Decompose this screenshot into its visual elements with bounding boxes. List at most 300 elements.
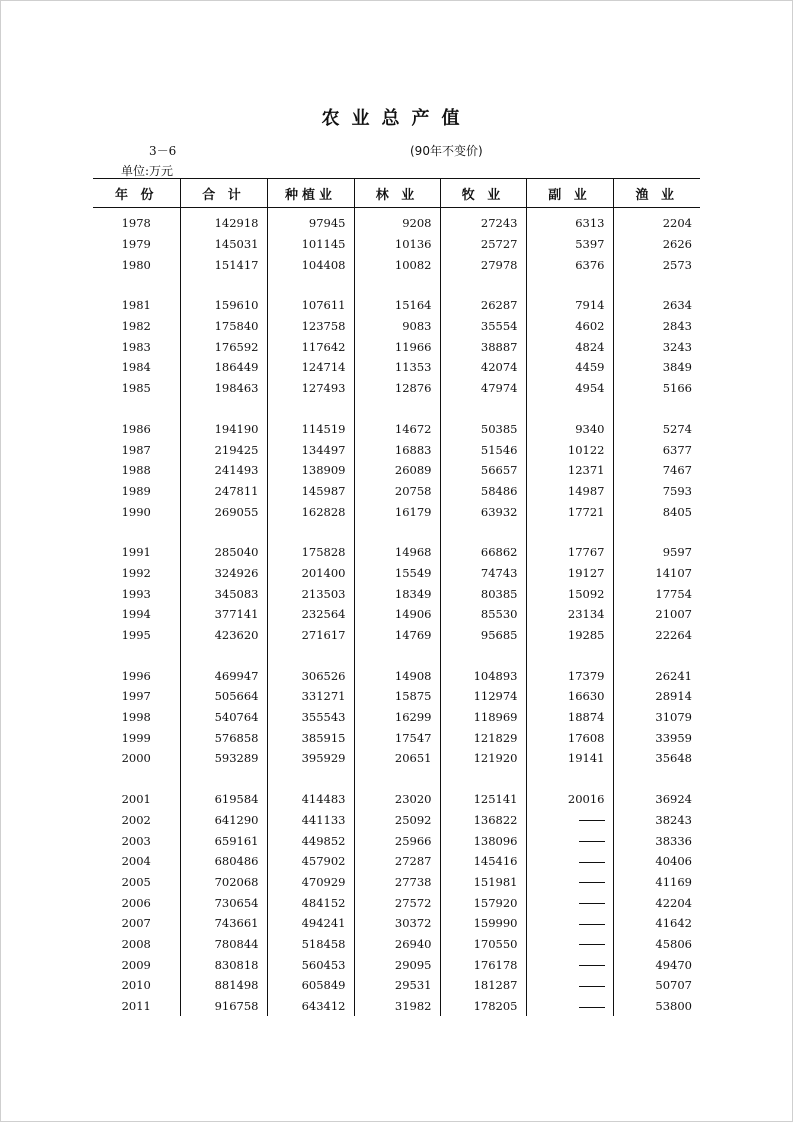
- cell-forestry: 25966: [354, 830, 440, 851]
- cell-year: 1996: [121, 668, 151, 683]
- cell-total: 619584: [180, 789, 267, 810]
- spacer-cell: [93, 645, 180, 665]
- spacer-cell: [613, 645, 700, 665]
- cell-crop-farming: 134497: [267, 439, 354, 460]
- unit-label: 单位:万元: [121, 164, 174, 178]
- cell-sideline: [526, 996, 613, 1017]
- spacer-cell: [354, 275, 440, 295]
- cell-total: 505664: [180, 686, 267, 707]
- cell-fishery: 17754: [613, 583, 700, 604]
- table-row: [93, 357, 700, 378]
- table-row: [93, 892, 700, 913]
- cell-forestry: 26940: [354, 934, 440, 955]
- spacer-cell: [354, 522, 440, 542]
- cell-forestry: 15549: [354, 563, 440, 584]
- cell-animal-husbandry: 95685: [440, 625, 526, 646]
- cell-sideline: 19127: [526, 563, 613, 584]
- cell-animal-husbandry: 27978: [440, 254, 526, 275]
- cell-crop-farming: 560453: [267, 954, 354, 975]
- table-row: [93, 707, 700, 728]
- spacer-cell: [93, 769, 180, 789]
- cell-year: 1991: [121, 545, 151, 560]
- cell-crop-farming: 441133: [267, 810, 354, 831]
- cell-total: 576858: [180, 727, 267, 748]
- table-header-row: [93, 179, 700, 208]
- cell-fishery: 22264: [613, 625, 700, 646]
- cell-crop-farming: 138909: [267, 460, 354, 481]
- cell-sideline: 23134: [526, 604, 613, 625]
- cell-sideline: [526, 975, 613, 996]
- cell-year: 1988: [121, 463, 151, 478]
- cell-total: 194190: [180, 419, 267, 440]
- cell-year: 1986: [121, 421, 151, 436]
- cell-sideline: [526, 851, 613, 872]
- cell-crop-farming: 107611: [267, 295, 354, 316]
- cell-sideline: 18874: [526, 707, 613, 728]
- cell-forestry: 29531: [354, 975, 440, 996]
- cell-crop-farming: 414483: [267, 789, 354, 810]
- cell-sideline: 4824: [526, 336, 613, 357]
- cell-forestry: 11966: [354, 336, 440, 357]
- cell-fishery: 5166: [613, 378, 700, 399]
- cell-animal-husbandry: 121920: [440, 748, 526, 769]
- spacer-cell: [613, 522, 700, 542]
- cell-year: 2008: [121, 936, 151, 951]
- cell-crop-farming: 175828: [267, 542, 354, 563]
- table-row: [93, 954, 700, 975]
- cell-year: 2003: [121, 833, 151, 848]
- cell-crop-farming: 385915: [267, 727, 354, 748]
- table-row: [93, 748, 700, 769]
- cell-year: 1982: [121, 319, 151, 334]
- dash-mark: [579, 841, 605, 842]
- spacer-cell: [267, 769, 354, 789]
- spacer-cell: [613, 769, 700, 789]
- cell-year: 2010: [121, 978, 151, 993]
- cell-total: 743661: [180, 913, 267, 934]
- cell-sideline: 20016: [526, 789, 613, 810]
- cell-total: 680486: [180, 851, 267, 872]
- cell-forestry: 14968: [354, 542, 440, 563]
- cell-animal-husbandry: 159990: [440, 913, 526, 934]
- cell-animal-husbandry: 35554: [440, 316, 526, 337]
- cell-total: 730654: [180, 892, 267, 913]
- cell-forestry: 20651: [354, 748, 440, 769]
- cell-sideline: 19141: [526, 748, 613, 769]
- cell-year: 1992: [121, 565, 151, 580]
- cell-year: 1998: [121, 710, 151, 725]
- cell-fishery: 28914: [613, 686, 700, 707]
- cell-sideline: 4954: [526, 378, 613, 399]
- table-row: [93, 234, 700, 255]
- table-row: [93, 789, 700, 810]
- cell-year: 1987: [121, 442, 151, 457]
- cell-forestry: 27572: [354, 892, 440, 913]
- cell-crop-farming: 470929: [267, 872, 354, 893]
- cell-year: 1994: [121, 607, 151, 622]
- table-row: [93, 686, 700, 707]
- cell-crop-farming: 605849: [267, 975, 354, 996]
- cell-fishery: 7467: [613, 460, 700, 481]
- cell-fishery: 41642: [613, 913, 700, 934]
- table-row: [93, 481, 700, 502]
- cell-crop-farming: 104408: [267, 254, 354, 275]
- cell-fishery: 2204: [613, 213, 700, 234]
- cell-crop-farming: 123758: [267, 316, 354, 337]
- cell-total: 780844: [180, 934, 267, 955]
- cell-year: 1997: [121, 689, 151, 704]
- cell-total: 830818: [180, 954, 267, 975]
- dash-mark: [579, 882, 605, 883]
- cell-crop-farming: 127493: [267, 378, 354, 399]
- cell-year: 1979: [121, 237, 151, 252]
- cell-fishery: 7593: [613, 481, 700, 502]
- cell-fishery: 40406: [613, 851, 700, 872]
- cell-crop-farming: 331271: [267, 686, 354, 707]
- cell-crop-farming: 117642: [267, 336, 354, 357]
- cell-sideline: 17379: [526, 665, 613, 686]
- cell-sideline: [526, 810, 613, 831]
- cell-year: 1993: [121, 586, 151, 601]
- dash-mark: [579, 903, 605, 904]
- table-row: [93, 213, 700, 234]
- cell-total: 881498: [180, 975, 267, 996]
- spacer-cell: [354, 645, 440, 665]
- price-basis-note: (90年不变价): [410, 144, 483, 158]
- cell-forestry: 29095: [354, 954, 440, 975]
- cell-animal-husbandry: 170550: [440, 934, 526, 955]
- spacer-cell: [180, 645, 267, 665]
- cell-total: 469947: [180, 665, 267, 686]
- cell-sideline: 17721: [526, 501, 613, 522]
- spacer-cell: [180, 522, 267, 542]
- table-row: [93, 810, 700, 831]
- table-row: [93, 934, 700, 955]
- cell-year: 1990: [121, 504, 151, 519]
- cell-crop-farming: 643412: [267, 996, 354, 1017]
- cell-fishery: 41169: [613, 872, 700, 893]
- cell-year: 2007: [121, 916, 151, 931]
- spacer-row: [93, 399, 700, 419]
- cell-total: 702068: [180, 872, 267, 893]
- cell-animal-husbandry: 42074: [440, 357, 526, 378]
- cell-fishery: 31079: [613, 707, 700, 728]
- cell-total: 423620: [180, 625, 267, 646]
- cell-crop-farming: 518458: [267, 934, 354, 955]
- table-number: 3－6: [149, 144, 177, 158]
- cell-total: 269055: [180, 501, 267, 522]
- cell-year: 1984: [121, 360, 151, 375]
- spacer-cell: [526, 645, 613, 665]
- cell-crop-farming: 213503: [267, 583, 354, 604]
- header-animal-husbandry: 牧 业: [440, 179, 526, 208]
- header-crop-farming: 种植业: [267, 179, 354, 208]
- cell-fishery: 9597: [613, 542, 700, 563]
- cell-crop-farming: 101145: [267, 234, 354, 255]
- spacer-cell: [93, 522, 180, 542]
- table-row: [93, 419, 700, 440]
- cell-year: 2009: [121, 957, 151, 972]
- cell-fishery: 42204: [613, 892, 700, 913]
- table-row: [93, 439, 700, 460]
- cell-crop-farming: 494241: [267, 913, 354, 934]
- spacer-cell: [267, 275, 354, 295]
- cell-fishery: 26241: [613, 665, 700, 686]
- cell-fishery: 3243: [613, 336, 700, 357]
- cell-animal-husbandry: 50385: [440, 419, 526, 440]
- cell-total: 219425: [180, 439, 267, 460]
- spacer-cell: [440, 522, 526, 542]
- cell-total: 198463: [180, 378, 267, 399]
- cell-fishery: 8405: [613, 501, 700, 522]
- spacer-cell: [526, 769, 613, 789]
- cell-forestry: 10082: [354, 254, 440, 275]
- cell-animal-husbandry: 26287: [440, 295, 526, 316]
- dash-mark: [579, 986, 605, 987]
- cell-total: 145031: [180, 234, 267, 255]
- dash-mark: [579, 862, 605, 863]
- cell-forestry: 9208: [354, 213, 440, 234]
- cell-animal-husbandry: 56657: [440, 460, 526, 481]
- cell-forestry: 14908: [354, 665, 440, 686]
- spacer-row: [93, 645, 700, 665]
- cell-forestry: 27738: [354, 872, 440, 893]
- cell-sideline: 17608: [526, 727, 613, 748]
- cell-total: 247811: [180, 481, 267, 502]
- cell-fishery: 38243: [613, 810, 700, 831]
- cell-forestry: 14672: [354, 419, 440, 440]
- table-row: [93, 501, 700, 522]
- cell-crop-farming: 306526: [267, 665, 354, 686]
- cell-fishery: 50707: [613, 975, 700, 996]
- spacer-cell: [267, 522, 354, 542]
- cell-crop-farming: 484152: [267, 892, 354, 913]
- spacer-cell: [440, 645, 526, 665]
- cell-crop-farming: 449852: [267, 830, 354, 851]
- table-row: [93, 460, 700, 481]
- cell-animal-husbandry: 176178: [440, 954, 526, 975]
- cell-crop-farming: 114519: [267, 419, 354, 440]
- cell-animal-husbandry: 125141: [440, 789, 526, 810]
- table-row: [93, 336, 700, 357]
- cell-fishery: 33959: [613, 727, 700, 748]
- cell-forestry: 10136: [354, 234, 440, 255]
- cell-total: 151417: [180, 254, 267, 275]
- cell-sideline: [526, 934, 613, 955]
- cell-fishery: 2634: [613, 295, 700, 316]
- cell-crop-farming: 395929: [267, 748, 354, 769]
- cell-sideline: 4602: [526, 316, 613, 337]
- cell-animal-husbandry: 151981: [440, 872, 526, 893]
- cell-animal-husbandry: 121829: [440, 727, 526, 748]
- cell-animal-husbandry: 63932: [440, 501, 526, 522]
- cell-fishery: 38336: [613, 830, 700, 851]
- cell-fishery: 35648: [613, 748, 700, 769]
- cell-sideline: 9340: [526, 419, 613, 440]
- spacer-cell: [267, 399, 354, 419]
- dash-mark: [579, 1007, 605, 1008]
- cell-total: 593289: [180, 748, 267, 769]
- spacer-cell: [354, 399, 440, 419]
- cell-year: 1985: [121, 381, 151, 396]
- table-row: [93, 872, 700, 893]
- cell-total: 345083: [180, 583, 267, 604]
- cell-fishery: 6377: [613, 439, 700, 460]
- cell-fishery: 14107: [613, 563, 700, 584]
- cell-fishery: 53800: [613, 996, 700, 1017]
- cell-fishery: 21007: [613, 604, 700, 625]
- cell-forestry: 26089: [354, 460, 440, 481]
- cell-fishery: 49470: [613, 954, 700, 975]
- cell-sideline: [526, 872, 613, 893]
- spacer-cell: [440, 399, 526, 419]
- cell-animal-husbandry: 58486: [440, 481, 526, 502]
- cell-forestry: 17547: [354, 727, 440, 748]
- cell-sideline: [526, 830, 613, 851]
- agriculture-output-table: [93, 178, 700, 1016]
- spacer-cell: [440, 769, 526, 789]
- table-row: [93, 378, 700, 399]
- cell-forestry: 23020: [354, 789, 440, 810]
- cell-animal-husbandry: 38887: [440, 336, 526, 357]
- cell-forestry: 15164: [354, 295, 440, 316]
- cell-forestry: 14769: [354, 625, 440, 646]
- cell-total: 241493: [180, 460, 267, 481]
- cell-sideline: 6376: [526, 254, 613, 275]
- table-row: [93, 665, 700, 686]
- spacer-cell: [93, 275, 180, 295]
- cell-year: 1980: [121, 257, 151, 272]
- cell-sideline: 16630: [526, 686, 613, 707]
- cell-animal-husbandry: 138096: [440, 830, 526, 851]
- spacer-cell: [526, 399, 613, 419]
- cell-sideline: 19285: [526, 625, 613, 646]
- cell-forestry: 11353: [354, 357, 440, 378]
- cell-crop-farming: 124714: [267, 357, 354, 378]
- table-row: [93, 563, 700, 584]
- cell-fishery: 36924: [613, 789, 700, 810]
- cell-total: 159610: [180, 295, 267, 316]
- spacer-cell: [613, 399, 700, 419]
- cell-animal-husbandry: 85530: [440, 604, 526, 625]
- cell-sideline: [526, 954, 613, 975]
- cell-year: 2001: [121, 792, 151, 807]
- cell-sideline: 12371: [526, 460, 613, 481]
- cell-year: 1978: [121, 216, 151, 231]
- cell-total: 659161: [180, 830, 267, 851]
- cell-forestry: 14906: [354, 604, 440, 625]
- cell-year: 1989: [121, 483, 151, 498]
- cell-forestry: 16179: [354, 501, 440, 522]
- cell-forestry: 20758: [354, 481, 440, 502]
- cell-sideline: 4459: [526, 357, 613, 378]
- table-row: [93, 583, 700, 604]
- cell-sideline: 14987: [526, 481, 613, 502]
- cell-sideline: 10122: [526, 439, 613, 460]
- cell-total: 175840: [180, 316, 267, 337]
- spacer-cell: [93, 399, 180, 419]
- page-title: 农业总产值: [321, 108, 472, 129]
- cell-forestry: 12876: [354, 378, 440, 399]
- cell-crop-farming: 162828: [267, 501, 354, 522]
- spacer-cell: [267, 645, 354, 665]
- cell-animal-husbandry: 104893: [440, 665, 526, 686]
- cell-fishery: 5274: [613, 419, 700, 440]
- cell-total: 285040: [180, 542, 267, 563]
- table-row: [93, 295, 700, 316]
- cell-year: 1995: [121, 628, 151, 643]
- cell-crop-farming: 97945: [267, 213, 354, 234]
- cell-sideline: [526, 892, 613, 913]
- cell-year: 1983: [121, 339, 151, 354]
- table-row: [93, 542, 700, 563]
- cell-crop-farming: 232564: [267, 604, 354, 625]
- cell-fishery: 45806: [613, 934, 700, 955]
- cell-forestry: 18349: [354, 583, 440, 604]
- cell-animal-husbandry: 145416: [440, 851, 526, 872]
- cell-animal-husbandry: 118969: [440, 707, 526, 728]
- cell-year: 2000: [121, 751, 151, 766]
- cell-total: 540764: [180, 707, 267, 728]
- table-row: [93, 625, 700, 646]
- cell-year: 2002: [121, 812, 151, 827]
- cell-forestry: 16299: [354, 707, 440, 728]
- dash-mark: [579, 944, 605, 945]
- cell-animal-husbandry: 66862: [440, 542, 526, 563]
- table-row: [93, 727, 700, 748]
- spacer-cell: [526, 522, 613, 542]
- cell-fishery: 2626: [613, 234, 700, 255]
- cell-crop-farming: 145987: [267, 481, 354, 502]
- spacer-row: [93, 275, 700, 295]
- cell-animal-husbandry: 112974: [440, 686, 526, 707]
- cell-year: 2005: [121, 874, 151, 889]
- header-year: 年 份: [93, 179, 180, 208]
- cell-crop-farming: 457902: [267, 851, 354, 872]
- cell-fishery: 3849: [613, 357, 700, 378]
- cell-total: 142918: [180, 213, 267, 234]
- cell-forestry: 16883: [354, 439, 440, 460]
- cell-total: 916758: [180, 996, 267, 1017]
- cell-animal-husbandry: 178205: [440, 996, 526, 1017]
- cell-total: 186449: [180, 357, 267, 378]
- dash-mark: [579, 820, 605, 821]
- spacer-cell: [354, 769, 440, 789]
- cell-forestry: 15875: [354, 686, 440, 707]
- cell-total: 377141: [180, 604, 267, 625]
- table-row: [93, 913, 700, 934]
- header-sideline: 副 业: [526, 179, 613, 208]
- cell-sideline: 6313: [526, 213, 613, 234]
- table-row: [93, 316, 700, 337]
- cell-total: 641290: [180, 810, 267, 831]
- cell-forestry: 25092: [354, 810, 440, 831]
- table-body: [93, 208, 700, 1017]
- cell-animal-husbandry: 47974: [440, 378, 526, 399]
- cell-animal-husbandry: 80385: [440, 583, 526, 604]
- cell-crop-farming: 201400: [267, 563, 354, 584]
- cell-animal-husbandry: 27243: [440, 213, 526, 234]
- cell-forestry: 31982: [354, 996, 440, 1017]
- header-total: 合 计: [180, 179, 267, 208]
- table-row: [93, 975, 700, 996]
- cell-year: 1981: [121, 298, 151, 313]
- cell-total: 324926: [180, 563, 267, 584]
- table-row: [93, 604, 700, 625]
- dash-mark: [579, 965, 605, 966]
- spacer-row: [93, 769, 700, 789]
- cell-animal-husbandry: 51546: [440, 439, 526, 460]
